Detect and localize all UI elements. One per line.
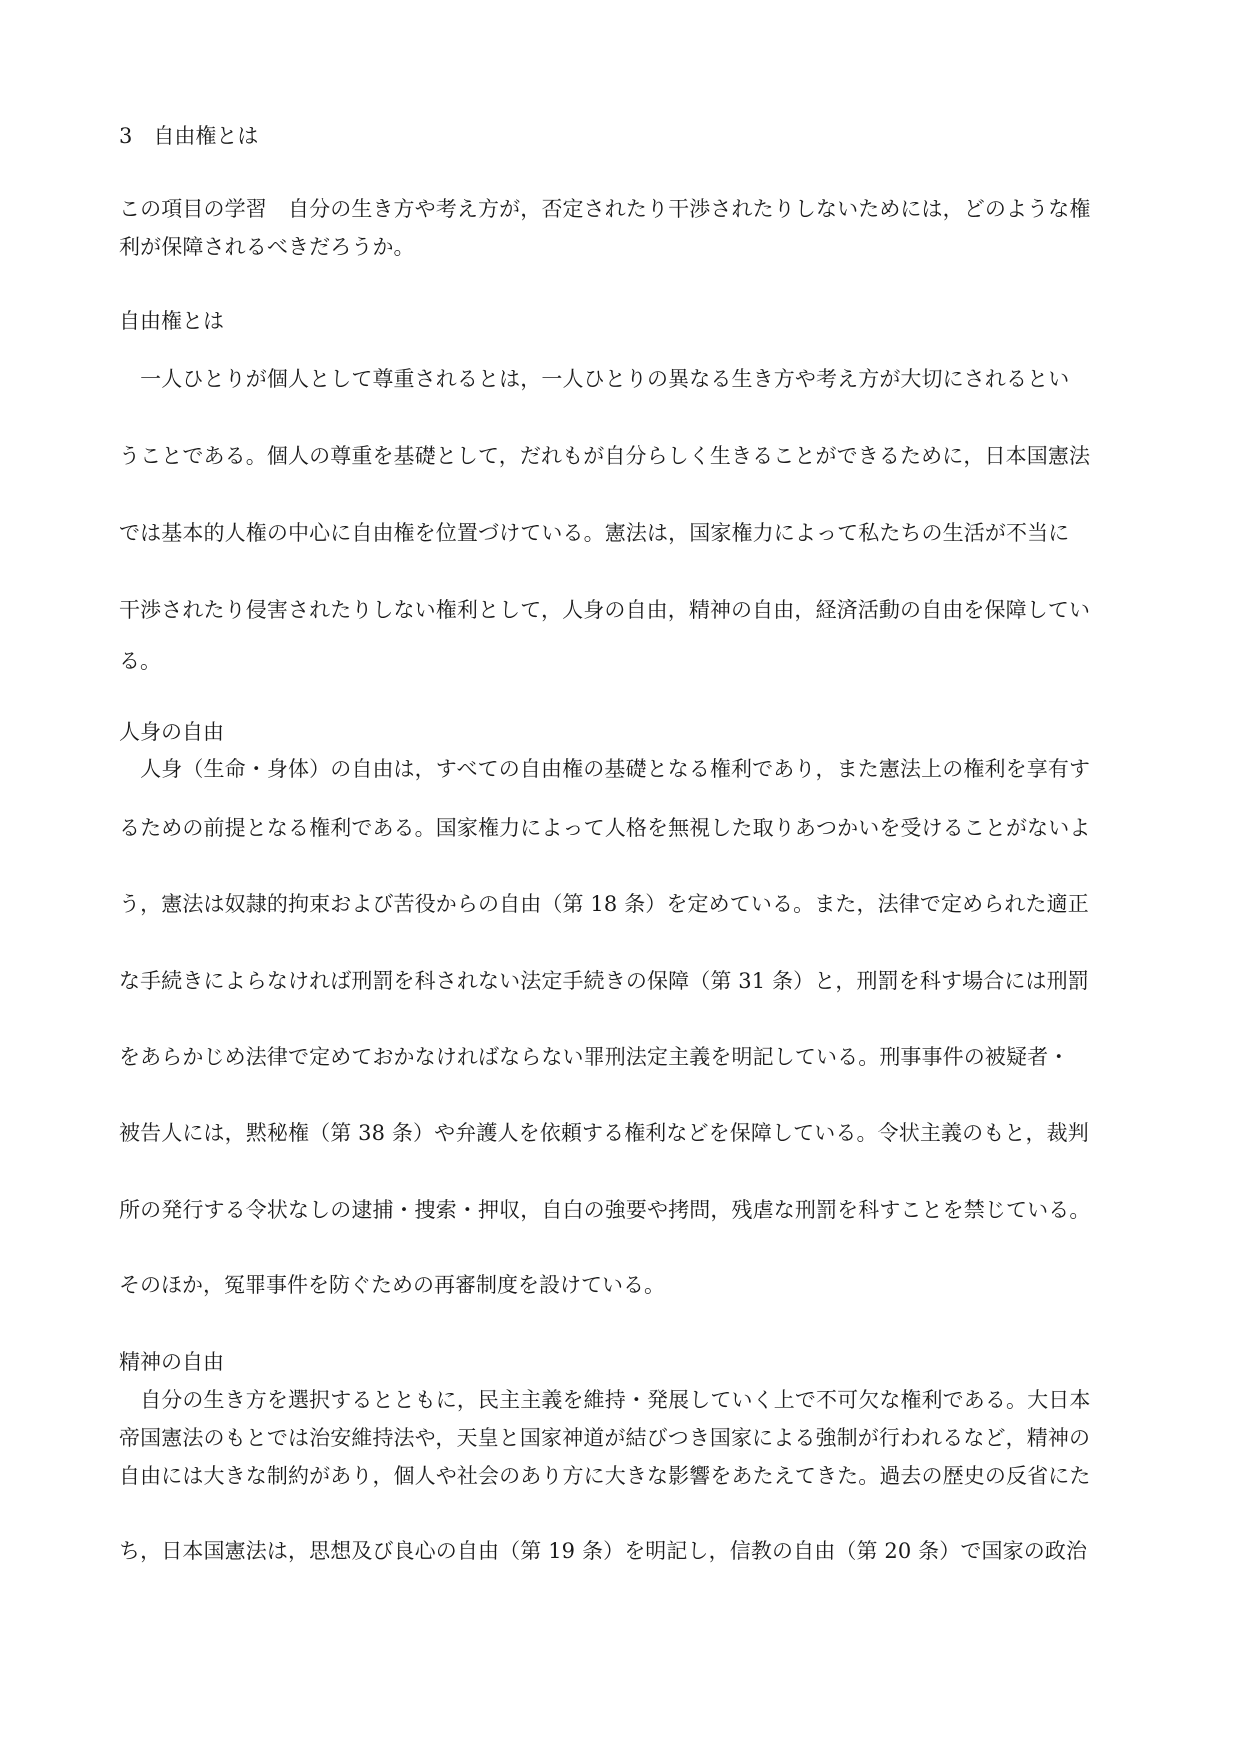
paragraph-line: 所の発行する令状なしの逮捕・捜索・押収，自白の強要や拷問，残虐な刑罰を科すことを禁じている。	[119, 1198, 1091, 1222]
heading-freedom-rights: 自由権とは	[119, 309, 224, 333]
paragraph-line: な手続きによらなければ刑罰を科されない法定手続きの保障（第 31 条）と，刑罰を科す場合には刑罰	[119, 969, 1089, 993]
paragraph-line: るための前提となる権利である。国家権力によって人格を無視した取りあつかいを受けることがないよ	[119, 816, 1091, 840]
paragraph-line: る。	[119, 649, 161, 673]
paragraph-line: 自由には大きな制約があり，個人や社会のあり方に大きな影響をあたえてきた。過去の歴史の反省にた	[119, 1464, 1091, 1488]
paragraph-line: 一人ひとりが個人として尊重されるとは，一人ひとりの異なる生き方や考え方が大切にされるとい	[119, 367, 1070, 391]
paragraph-line: をあらかじめ法律で定めておかなければならない罪刑法定主義を明記している。刑事事件の被疑者・	[119, 1045, 1070, 1069]
paragraph-line: うことである。個人の尊重を基礎として，だれもが自分らしく生きることができるために，日本国憲法	[119, 444, 1091, 468]
paragraph-line: そのほか，冤罪事件を防ぐための再審制度を設けている。	[119, 1273, 665, 1297]
paragraph-line: う，憲法は奴隷的拘束および苦役からの自由（第 18 条）を定めている。また，法律で定められた適正	[119, 892, 1089, 916]
heading-mental-freedom: 精神の自由	[119, 1350, 224, 1374]
section-title: 3 自由権とは	[119, 124, 259, 148]
paragraph-line: 帝国憲法のもとでは治安維持法や，天皇と国家神道が結びつき国家による強制が行われるなど，精神の	[119, 1426, 1091, 1450]
learning-line-1: この項目の学習 自分の生き方や考え方が，否定されたり干渉されたりしないためには，どのような権	[119, 197, 1091, 221]
paragraph-line: ち，日本国憲法は，思想及び良心の自由（第 19 条）を明記し，信教の自由（第 20 条）で国家の政治	[119, 1539, 1088, 1563]
paragraph-line: 自分の生き方を選択するとともに，民主主義を維持・発展していく上で不可欠な権利である。大日本	[119, 1388, 1091, 1412]
heading-personal-freedom: 人身の自由	[119, 720, 224, 744]
paragraph-line: 人身（生命・身体）の自由は，すべての自由権の基礎となる権利であり，また憲法上の権利を享有す	[119, 757, 1091, 781]
paragraph-line: 被告人には，黙秘権（第 38 条）や弁護人を依頼する権利などを保障している。令状主義のもと，裁判	[119, 1121, 1089, 1145]
paragraph-line: 干渉されたり侵害されたりしない権利として，人身の自由，精神の自由，経済活動の自由を保障してい	[119, 598, 1091, 622]
paragraph-line: では基本的人権の中心に自由権を位置づけている。憲法は，国家権力によって私たちの生活が不当に	[119, 521, 1070, 545]
learning-line-2: 利が保障されるべきだろうか。	[119, 235, 415, 259]
